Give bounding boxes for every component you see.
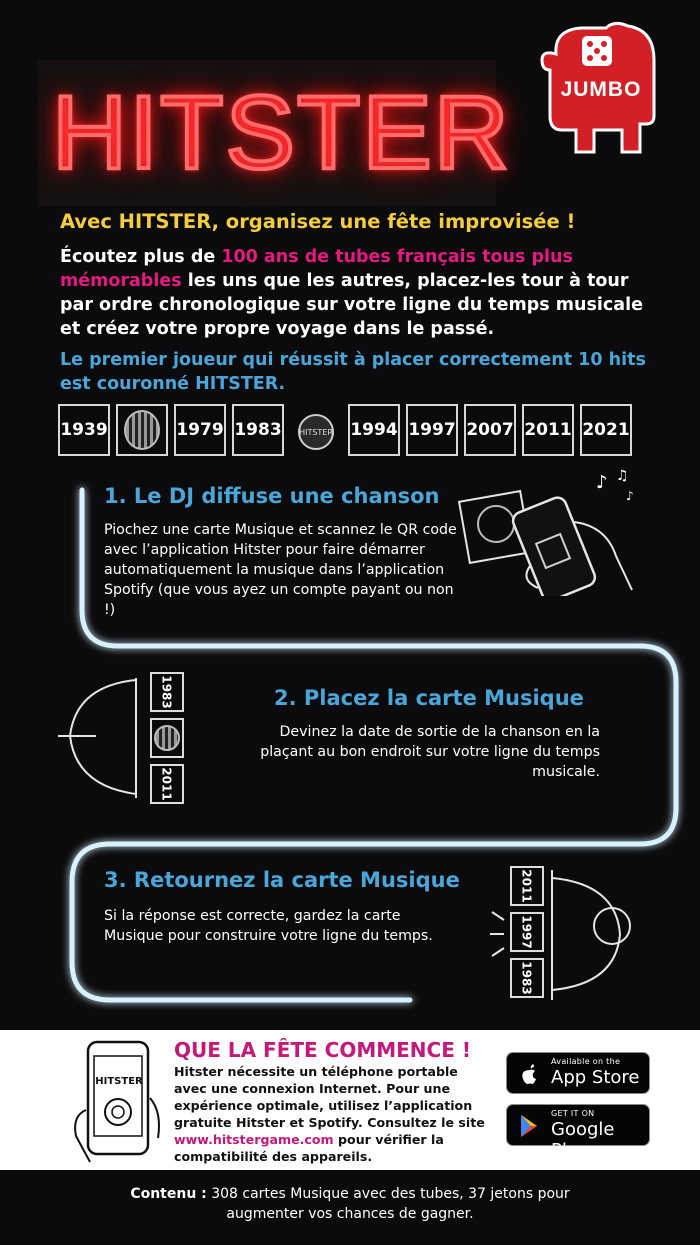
year-card: 1983	[232, 404, 284, 456]
qr-card	[116, 404, 168, 456]
intro-part-1: Écoutez plus de	[60, 247, 222, 267]
qr-code-icon	[154, 725, 180, 751]
mini-year-card: 2011	[510, 866, 544, 906]
intro-part-2: les uns que les autres, placez-les tour à tour par ordre chronologique sur votre ligne du temps musicale et créez votre propre voyage dans le passé.	[60, 271, 643, 339]
mini-year-card: 1997	[510, 912, 544, 952]
website-link[interactable]: www.hitstergame.com	[174, 1132, 334, 1147]
intro-highlight: 100 ans de tubes français tous plus mémorables	[60, 247, 573, 291]
hitster-logo: HITSTER	[52, 75, 511, 191]
year-card: 1979	[174, 404, 226, 456]
step-3-title: 3. Retournez la carte Musique	[104, 868, 460, 892]
hitster-token-icon: HITSTER	[298, 414, 334, 450]
contents-text: Contenu : 308 cartes Musique avec des tubes, 37 jetons pour augmenter vos chances de gagner.	[130, 1186, 570, 1222]
apple-icon	[517, 1061, 543, 1087]
year-card: 2011	[522, 404, 574, 456]
timeline-arc-icon	[56, 678, 150, 798]
app-store-badge[interactable]: Available on the App Store	[506, 1052, 650, 1094]
promo-title: QUE LA FÊTE COMMENCE !	[174, 1038, 471, 1062]
intro-paragraph	[60, 245, 650, 341]
jumbo-wordmark: JUMBO	[560, 78, 642, 101]
svg-text:♪: ♪	[596, 472, 608, 493]
year-card: 1939	[58, 404, 110, 456]
step-2-text: Devinez la date de sortie de la chanson en la plaçant au bon endroit sur votre ligne du temps musicale.	[260, 724, 600, 780]
google-play-badge[interactable]: GET IT ON Google Play	[506, 1104, 650, 1146]
promo-text: Hitster nécessite un téléphone portable avec une connexion Internet. Pour une expérience optimale, utilisez l’application gratuite Hitster et Spotify. Consultez le site www.hitstergame.com pour vérifier la compatibilité des appareils.	[174, 1064, 485, 1164]
year-card: 1997	[406, 404, 458, 456]
svg-text:♫: ♫	[616, 468, 629, 484]
phone-app-icon	[66, 1040, 166, 1164]
step-1-text: Piochez une carte Musique et scannez le QR code avec l’application Hitster pour faire démarrer automatiquement la musique dans l’application Spotify (que vous ayez un compte payant ou non !)	[104, 522, 457, 618]
mini-year-card: 1983	[510, 958, 544, 998]
qr-code-icon	[124, 410, 160, 450]
timeline-strip	[58, 404, 648, 460]
sparkle-arc-icon	[486, 870, 646, 1000]
step-2-title: 2. Placez la carte Musique	[274, 686, 584, 710]
play-triangle-icon	[517, 1113, 543, 1139]
svg-text:♪: ♪	[626, 489, 634, 503]
year-card: 1994	[348, 404, 400, 456]
phone-scanning-icon	[456, 466, 646, 596]
step-3-text: Si la réponse est correcte, gardez la carte Musique pour construire votre ligne du temps.	[104, 908, 433, 944]
year-card: 2007	[464, 404, 516, 456]
headline: Avec HITSTER, organisez une fête improvisée !	[60, 210, 576, 233]
mini-year-card: 2011	[150, 764, 184, 804]
step-1-title: 1. Le DJ diffuse une chanson	[104, 484, 440, 508]
year-card: 2021	[580, 404, 632, 456]
mini-qr-card	[150, 718, 184, 758]
phone-screen-label: HITSTER	[95, 1076, 143, 1087]
winning-rule: Le premier joueur qui réussit à placer correctement 10 hits est couronné HITSTER.	[60, 350, 646, 394]
mini-year-card: 1983	[150, 672, 184, 712]
